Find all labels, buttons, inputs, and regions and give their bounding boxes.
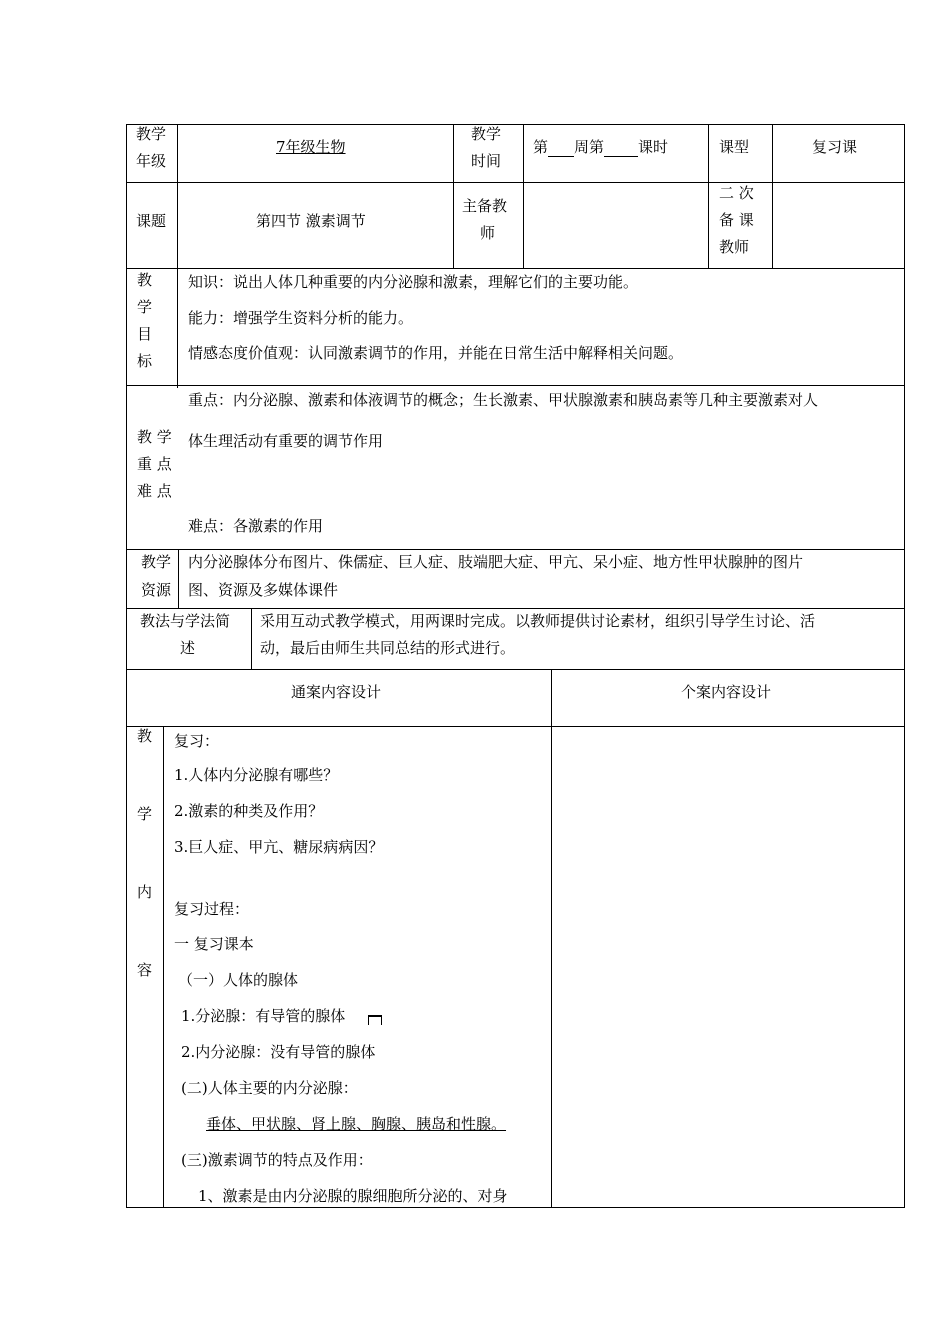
row-divider [126,549,905,550]
section-title: 一 复习课本 [174,935,254,953]
methods-label: 教法与学法简 [140,612,231,630]
goal-knowledge: 知识：说出人体几种重要的内分泌腺和激素，理解它们的主要功能。 [188,273,639,291]
type-label: 课型 [719,138,750,156]
review-question: 3.巨人症、甲亢、糖尿病病因？ [174,838,384,856]
table-border-left [126,124,127,1208]
row-divider [126,726,905,727]
col-divider [551,669,552,1208]
time-label: 教学 [471,125,502,143]
review-question: 2.激素的种类及作用？ [174,802,324,820]
row-divider [126,669,905,670]
goals-label: 标 [137,352,153,370]
subsection-title: (三)激素调节的特点及作用： [181,1151,373,1169]
grade-label: 教学 [136,125,167,143]
focus-text: 重点：内分泌腺、激素和体液调节的概念；生长激素、甲状腺激素和胰岛素等几种主要激素对人 [188,391,819,409]
grade-label: 年级 [136,152,167,170]
blank-bracket-mark [368,1015,382,1025]
content-item: 2.内分泌腺：没有导管的腺体 [181,1043,376,1061]
content-label: 学 [137,805,153,823]
col-divider [772,124,773,268]
difficulty-text: 难点：各激素的作用 [188,517,324,535]
col-divider [523,124,524,268]
goals-label: 教 [137,271,153,289]
col-divider [177,124,178,388]
methods-text: 动，最后由师生共同总结的形式进行。 [260,639,516,657]
grade-value: 7年级生物 [276,138,346,156]
glands-list: 垂体、甲状腺、肾上腺、胸腺、胰岛和性腺。 [206,1115,507,1133]
main-teacher-label: 主备教 [462,197,508,215]
goal-emotion: 情感态度价值观：认同激素调节的作用，并能在日常生活中解释相关问题。 [188,344,684,362]
topic-value: 第四节 激素调节 [256,212,366,230]
week-blank [548,141,574,157]
table-border-top [126,124,905,125]
methods-label: 述 [180,639,196,657]
content-label: 内 [137,883,153,901]
goals-label: 目 [137,325,153,343]
second-teacher-label: 二 次 [719,184,754,202]
type-value: 复习课 [812,138,858,156]
resources-label: 教学 [141,553,172,571]
resources-text: 内分泌腺体分布图片、侏儒症、巨人症、肢端肥大症、甲亢、呆小症、地方性甲状腺肿的图片 [188,553,804,571]
col-divider [163,726,164,1208]
col-divider [178,549,179,608]
methods-text: 采用互动式教学模式，用两课时完成。以教师提供讨论素材，组织引导学生讨论、活 [260,612,816,630]
period-blank [604,141,638,157]
general-design-header: 通案内容设计 [291,683,382,701]
time-week: 周第 [574,138,605,156]
row-divider [126,182,905,183]
row-divider [126,608,905,609]
time-label: 时间 [471,152,502,170]
time-prefix: 第 [533,138,549,156]
col-divider [708,124,709,268]
col-divider [453,124,454,268]
col-divider [251,608,252,669]
content-label: 容 [137,961,153,979]
subsection-title: （一）人体的腺体 [178,971,299,989]
resources-text: 图、资源及多媒体课件 [188,581,339,599]
table-border-right [904,124,905,1208]
key-points-label: 难 点 [137,482,172,500]
key-points-label: 重 点 [137,455,172,473]
content-item: 1.分泌腺：有导管的腺体 [181,1007,346,1025]
row-divider [126,268,905,269]
review-question: 1.人体内分泌腺有哪些？ [174,766,339,784]
content-point: 1、激素是由内分泌腺的腺细胞所分泌的、对身 [198,1187,508,1205]
key-points-label: 教 学 [137,428,172,446]
second-teacher-label: 教师 [719,238,750,256]
time-value [533,137,668,157]
focus-text: 体生理活动有重要的调节作用 [188,432,384,450]
table-border-bottom [126,1207,905,1208]
main-teacher-label: 师 [480,224,496,242]
process-title: 复习过程： [174,900,250,918]
review-title: 复习： [174,732,220,750]
topic-label: 课题 [136,212,167,230]
time-suffix: 课时 [638,138,669,156]
goals-label: 学 [137,298,153,316]
goal-ability: 能力：增强学生资料分析的能力。 [188,309,414,327]
individual-design-header: 个案内容设计 [681,683,772,701]
resources-label: 资源 [141,581,172,599]
row-divider [126,385,905,386]
second-teacher-label: 备 课 [719,211,754,229]
content-label: 教 [137,727,153,745]
subsection-title: (二)人体主要的内分泌腺： [181,1079,358,1097]
